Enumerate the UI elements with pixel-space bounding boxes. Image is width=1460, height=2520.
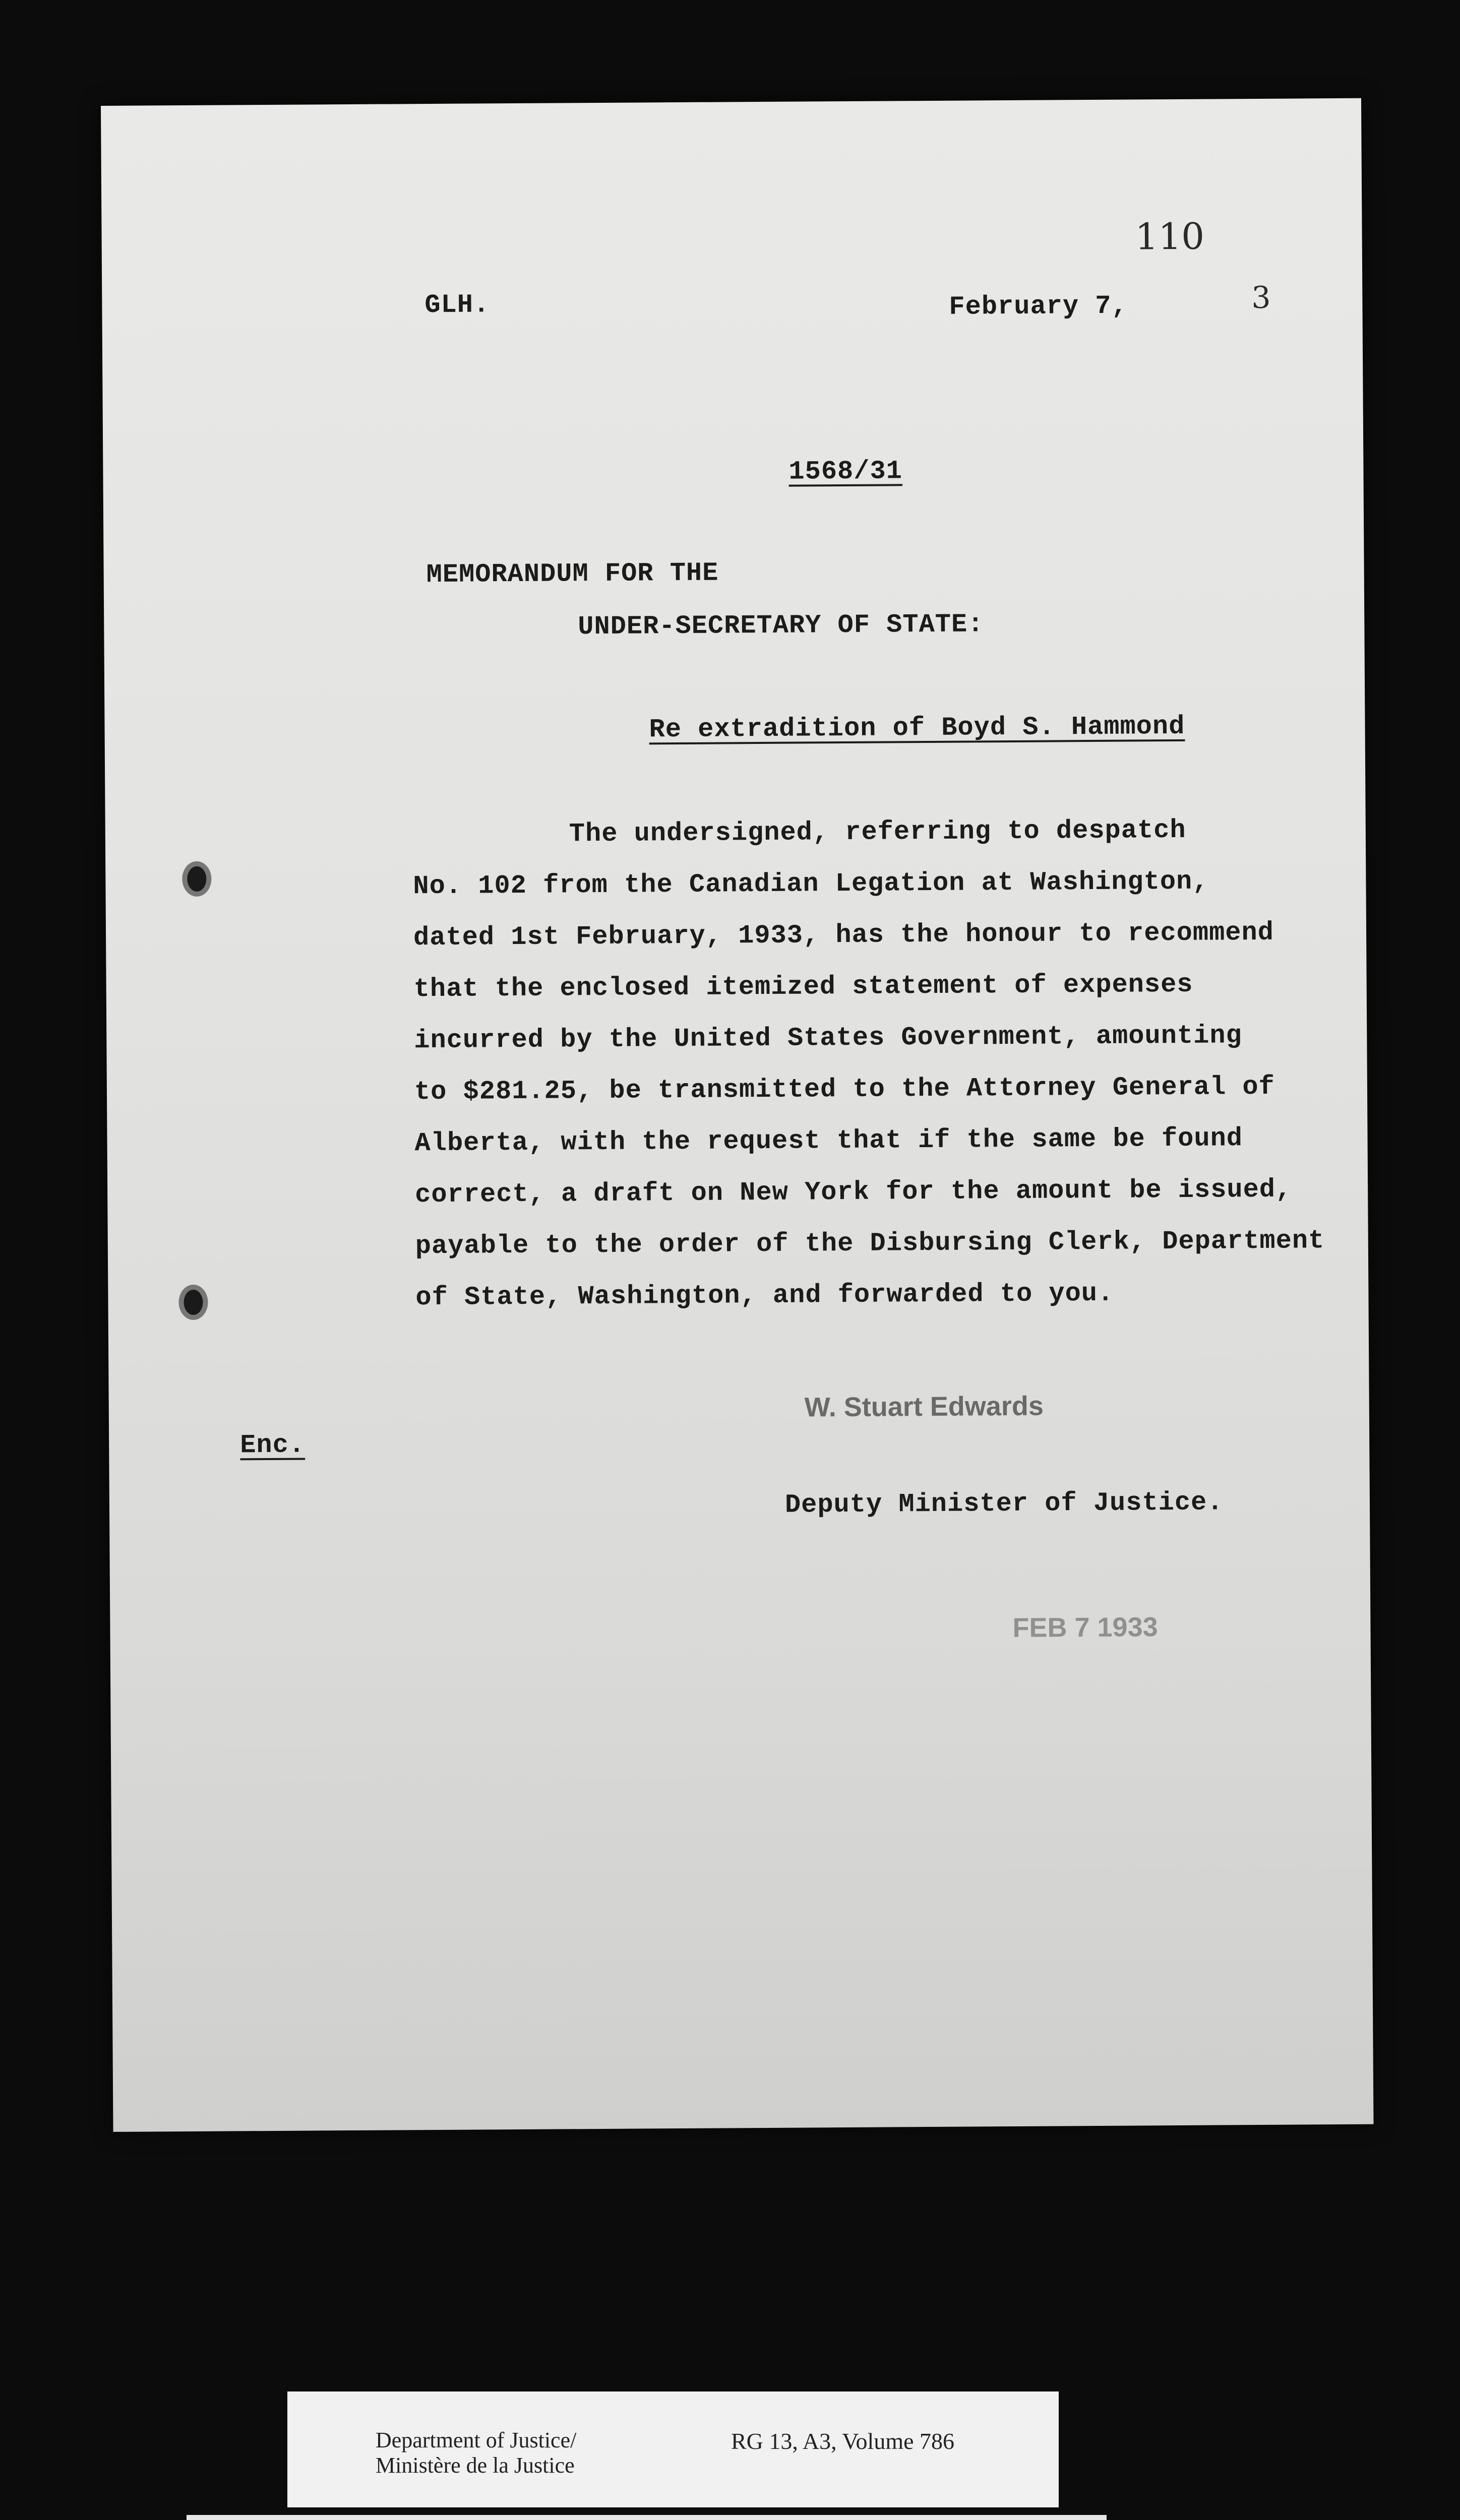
- body-line: Alberta, with the request that if the same be found: [414, 1123, 1243, 1159]
- signature-title: Deputy Minister of Justice.: [784, 1487, 1224, 1520]
- memo-body: [413, 804, 1325, 1324]
- body-line: that the enclosed itemized statement of expenses: [413, 969, 1193, 1004]
- public-archives-label: [187, 2515, 1107, 2520]
- department-french: Ministère de la Justice: [376, 2453, 575, 2478]
- memo-heading-line2: UNDER-SECRETARY OF STATE:: [578, 609, 984, 642]
- body-line: of State, Washington, and forwarded to you.: [415, 1278, 1114, 1313]
- enclosure-note: Enc.: [240, 1430, 306, 1461]
- memo-heading-line1: MEMORANDUM FOR THE: [426, 558, 719, 590]
- file-number: 1568/31: [788, 456, 903, 487]
- body-line: No. 102 from the Canadian Legation at Washington,: [413, 866, 1209, 902]
- memo-date: February 7,: [949, 291, 1128, 322]
- body-line: to $281.25, be transmitted to the Attorney General of: [414, 1072, 1275, 1107]
- archive-reference-label: [287, 2391, 1059, 2507]
- archive-reference: RG 13, A3, Volume 786: [731, 2428, 955, 2454]
- initials: GLH.: [424, 290, 490, 321]
- body-line: payable to the order of the Disbursing Clerk, Department: [415, 1226, 1325, 1262]
- signature-stamp: W. Stuart Edwards: [804, 1391, 1044, 1423]
- punch-hole: [182, 861, 211, 897]
- tick-mark: [198, 2518, 205, 2520]
- body-line: dated 1st February, 1933, has the honour to recommend: [413, 917, 1274, 953]
- body-line: The undersigned, referring to despatch: [569, 815, 1186, 849]
- punch-hole: [178, 1285, 208, 1320]
- received-date-stamp: FEB 7 1933: [1012, 1612, 1158, 1644]
- corner-mark: 3: [1251, 280, 1271, 316]
- document-sheet: [101, 98, 1374, 2132]
- body-line: incurred by the United States Government, amounting: [414, 1021, 1242, 1056]
- memo-subject: Re extradition of Boyd S. Hammond: [649, 711, 1185, 745]
- page-number: 110: [1135, 215, 1205, 258]
- body-line: correct, a draft on New York for the amount be issued,: [415, 1174, 1292, 1210]
- department-english: Department of Justice/: [376, 2428, 577, 2452]
